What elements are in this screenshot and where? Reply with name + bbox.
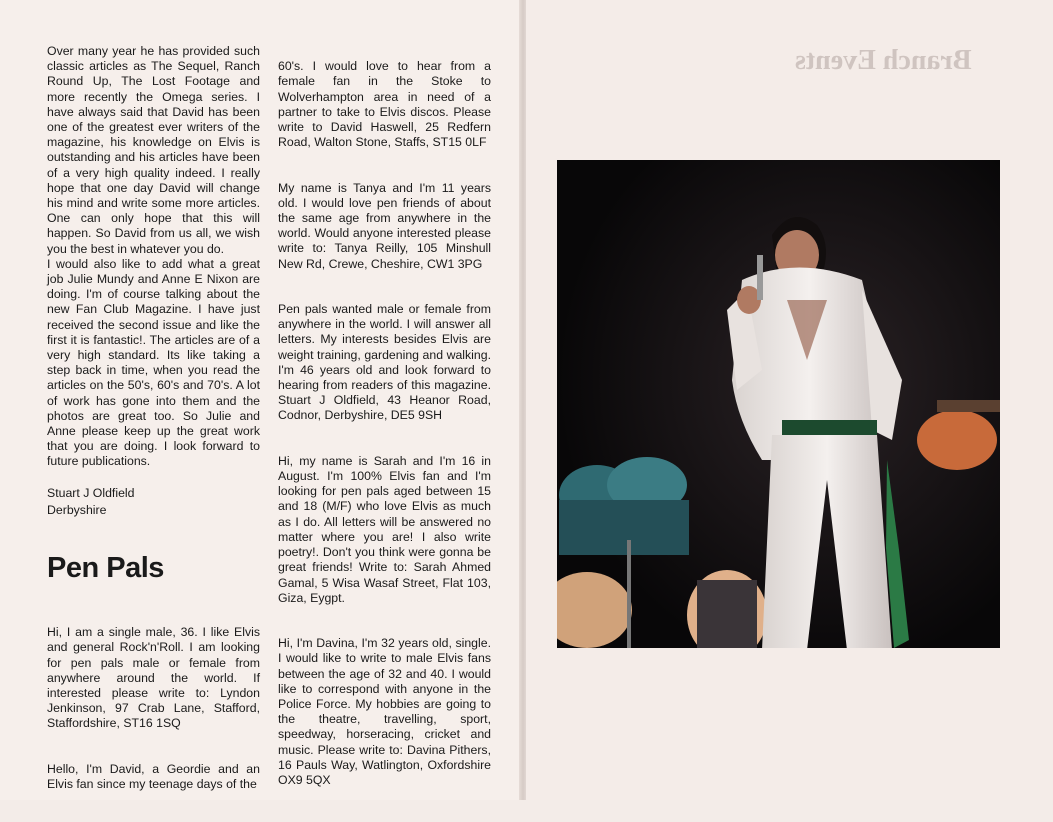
performer-illustration — [557, 160, 1000, 648]
pen-pal-entry: Hi, my name is Sarah and I'm 16 in August. I'm 100% Elvis fan and I'm looking for pen pals aged between 15 and 18 (M/F) who love Elvis as much as I do. All letters will be answered no matter where you are! I also write poetry!. Don't you think were gonna be great friends! Write to: Sarah Ahmed Gamal, 5 Wisa Wasaf Street, Flat 103, Giza, Eygpt. — [278, 453, 491, 605]
bleed-through-title: Branch Events — [795, 45, 972, 76]
concert-photo — [557, 160, 1000, 648]
pen-pal-entry: Hi, I'm Davina, I'm 32 years old, single. I would like to write to male Elvis fans between the age of 32 and 40. I would like to correspond with anyone in the Police Force. My hobbies are going to the theatre, travelling, sport, speedway, horseracing, cricket and music. Please write to: Davina Pithers, 16 Pauls Way, Watlington, Oxfordshire OX9 5QX — [278, 636, 491, 787]
letter-signature: Stuart J Oldfield Derbyshire — [47, 486, 135, 517]
pen-pal-entry: 60's. I would love to hear from a female fan in the Stoke to Wolverhampton area in need of a partner to take to Elvis discos. Please write to David Haswell, 25 Redfern Road, Walton Stone, Staffs, ST15 0LF — [278, 59, 491, 150]
pen-pals-column — [47, 610, 260, 822]
pen-pal-entry: Hi, I am a single male, 36. I like Elvis and general Rock'n'Roll. I am looking for pen pals male or female from anywhere around the world. If interested please write to: Lyndon Jenkinson, 97 Crab Lane, Stafford, Staffordshire, ST16 1SQ — [47, 625, 260, 731]
section-heading-pen-pals: Pen Pals — [47, 552, 164, 584]
pen-pal-entry: Pen pals wanted male or female from anywhere in the world. I will answer all letters. My interests besides Elvis are weight training, gardening and walking. I'm 46 years old and look forward to hearing from readers of this magazine. Stuart J Oldfield, 43 Heanor Road, Codnor, Derbyshire, DE5 9SH — [278, 302, 491, 423]
pen-pal-entry: My name is Tanya and I'm 11 years old. I would love pen friends of about the same age from anywhere in the world. Would anyone interested please write to: Tanya Reilly, 105 Minshull New Rd, Crewe, Cheshire, CW1 3PG — [278, 180, 491, 271]
column-one-text: Over many year he has provided such classic articles as The Sequel, Ranch Round Up, The Lost Footage and more recently the Omega series. I have always said that David has been one of the greatest ever writers of the magazine, his knowledge on Elvis is outstanding and his articles have been of a very high quality indeed. I really hope that one day David will change his mind and write some more articles. One can only hope that this will happen. So David from us all, we wish you the best in whatever you do. I would also like to add what a great job Julie Mundy and Anne E Nixon are doing. I'm of course talking about the new Fan Club Magazine. I have just received the second issue and like the first it is fantastic!. The articles are of a very high standard. Its like taking a step back in time, when you read the articles on the 50's, 60's and 70's. A lot of work has gone into them and the photos are great too. So Julie and Anne please keep up the great work that you are doing. I look forward to future publications. — [47, 44, 260, 469]
column-two-text — [278, 44, 491, 818]
pen-pal-entry: Hello, I'm David, a Geordie and an Elvis fan since my teenage days of the — [47, 761, 260, 792]
